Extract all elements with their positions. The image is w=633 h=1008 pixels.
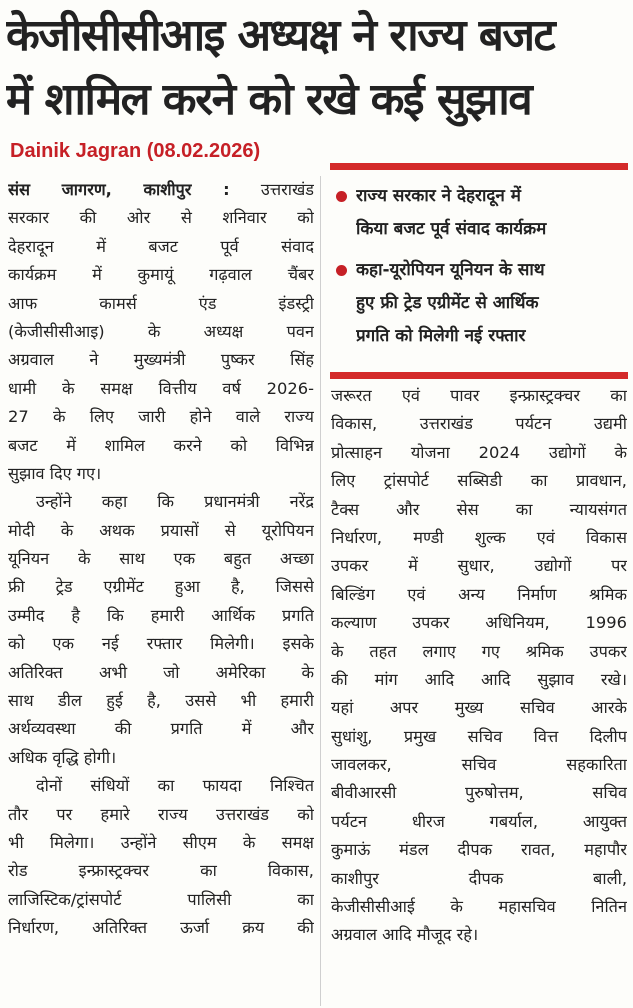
body-line: पर्यटन धीरज गबर्याल, आयुक्त bbox=[331, 811, 627, 831]
body-line: उन्होंने कहा कि प्रधानमंत्री नरेंद्र bbox=[36, 492, 314, 512]
body-line: बजट में शामिल करने को विभिन्न bbox=[8, 435, 314, 455]
headline-line-2: में शामिल करने को रखे कई सुझाव bbox=[6, 74, 532, 125]
body-line: कार्यक्रम में कुमायूं गढ़वाल चैंबर bbox=[8, 265, 314, 285]
body-line: सुझाव दिए गए। bbox=[8, 463, 102, 483]
body-line: जावलकर, सचिव सहकारिता bbox=[331, 755, 627, 775]
body-text: उत्तराखंड bbox=[260, 180, 314, 199]
body-line: की मांग आदि आदि सुझाव रखे। bbox=[331, 669, 627, 689]
headline bbox=[6, 4, 628, 132]
bullet-icon bbox=[336, 265, 347, 276]
body-line: केजीसीसीआई के महासचिव नितिन bbox=[331, 897, 627, 917]
body-line: कुमाऊं मंडल दीपक रावत, महापौर bbox=[331, 840, 627, 860]
body-line: तौर पर हमारे राज्य उत्तराखंड को bbox=[8, 804, 314, 824]
highlights-box bbox=[332, 180, 628, 361]
body-line: अतिरिक्त अभी जो अमेरिका के bbox=[8, 662, 314, 682]
body-line: मोदी के अथक प्रयासों से यूरोपियन bbox=[8, 520, 314, 540]
body-line: सुधांशु, प्रमुख सचिव वित्त दिलीप bbox=[331, 726, 627, 746]
body-line: फ्री ट्रेड एग्रीमेंट हुआ है, जिससे bbox=[8, 577, 314, 597]
highlight-line: किया बजट पूर्व संवाद कार्यक्रम bbox=[356, 219, 547, 239]
body-line: अग्रवाल आदि मौजूद रहे। bbox=[331, 925, 479, 945]
body-line: दोनों संधियों का फायदा निश्चित bbox=[36, 776, 314, 796]
body-line: बिल्डिंग एवं अन्य निर्माण श्रमिक bbox=[331, 584, 627, 604]
body-line: देहरादून में बजट पूर्व संवाद bbox=[8, 236, 314, 256]
body-line: प्रोत्साहन योजना 2024 उद्योगों के bbox=[331, 442, 627, 462]
body-line: रोड इन्फ्रास्ट्रक्चर का विकास, bbox=[8, 861, 314, 881]
highlight-line: हुए फ्री ट्रेड एग्रीमेंट से आर्थिक bbox=[356, 293, 539, 313]
body-line: लाजिस्टिक/ट्रांसपोर्ट पालिसी का bbox=[8, 889, 314, 909]
source-credit: Dainik Jagran (08.02.2026) bbox=[10, 140, 261, 162]
body-line: जरूरत एवं पावर इन्फ्रास्ट्रक्चर का bbox=[331, 386, 627, 405]
body-line bbox=[8, 176, 314, 204]
article-column-left bbox=[8, 176, 314, 943]
highlight-line: राज्य सरकार ने देहरादून में bbox=[356, 186, 521, 206]
dateline: संस जागरण, काशीपुर : bbox=[8, 180, 230, 199]
body-line: धामी के समक्ष वित्तीय वर्ष 2026- bbox=[8, 378, 314, 398]
body-line: उपकर में सुधार, उद्योगों पर bbox=[331, 556, 627, 576]
body-line: यहां अपर मुख्य सचिव आरके bbox=[331, 698, 627, 718]
body-line: आफ कामर्स एंड इंडस्ट्री bbox=[8, 293, 314, 313]
body-line: अर्थव्यवस्था की प्रगति में और bbox=[8, 719, 314, 739]
body-line: बीवीआरसी पुरुषोत्तम, सचिव bbox=[331, 783, 627, 803]
body-line: 27 के लिए जारी होने वाले राज्य bbox=[8, 407, 314, 427]
body-line: यूनियन के साथ एक बहुत अच्छा bbox=[8, 549, 314, 569]
column-divider bbox=[320, 176, 321, 1006]
body-line: निर्धारण, अतिरिक्त ऊर्जा क्रय की bbox=[8, 918, 314, 938]
highlight-line: कहा-यूरोपियन यूनियन के साथ bbox=[356, 260, 545, 280]
body-line: कल्याण उपकर अधिनियम, 1996 bbox=[331, 613, 627, 633]
body-line: अग्रवाल ने मुख्यमंत्री पुष्कर सिंह bbox=[8, 350, 314, 370]
body-line: (केजीसीसीआइ) के अध्यक्ष पवन bbox=[8, 321, 314, 341]
body-line: लिए ट्रांसपोर्ट सब्सिडी का प्रावधान, bbox=[331, 471, 627, 491]
body-line: सरकार की ओर से शनिवार को bbox=[8, 208, 314, 228]
body-line: उम्मीद है कि हमारी आर्थिक प्रगति bbox=[8, 605, 314, 625]
highlight-bottom-rule bbox=[330, 372, 628, 379]
body-line: टैक्स और सेस का न्यायसंगत bbox=[331, 499, 627, 519]
body-line: विकास, उत्तराखंड पर्यटन उद्यमी bbox=[331, 414, 627, 434]
headline-line-1: केजीसीसीआइ अध्यक्ष ने राज्य बजट bbox=[6, 10, 555, 61]
highlight-top-rule bbox=[330, 163, 628, 170]
highlight-item bbox=[332, 254, 628, 353]
highlight-line: प्रगति को मिलेगी नई रफ्तार bbox=[356, 326, 526, 346]
body-line: अधिक वृद्धि होगी। bbox=[8, 747, 117, 767]
body-line: साथ डील हुई है, उससे भी हमारी bbox=[8, 691, 314, 711]
body-line: भी मिलेगा। उन्होंने सीएम के समक्ष bbox=[8, 832, 314, 852]
highlight-item bbox=[332, 180, 628, 246]
body-line: को एक नई रफ्तार मिलेगी। इसके bbox=[8, 634, 314, 654]
body-line: के तहत लगाए गए श्रमिक उपकर bbox=[331, 641, 627, 661]
body-line: निर्धारण, मण्डी शुल्क एवं विकास bbox=[331, 527, 627, 547]
body-line: काशीपुर दीपक बाली, bbox=[331, 868, 627, 888]
article-column-right bbox=[331, 382, 627, 950]
bullet-icon bbox=[336, 191, 347, 202]
